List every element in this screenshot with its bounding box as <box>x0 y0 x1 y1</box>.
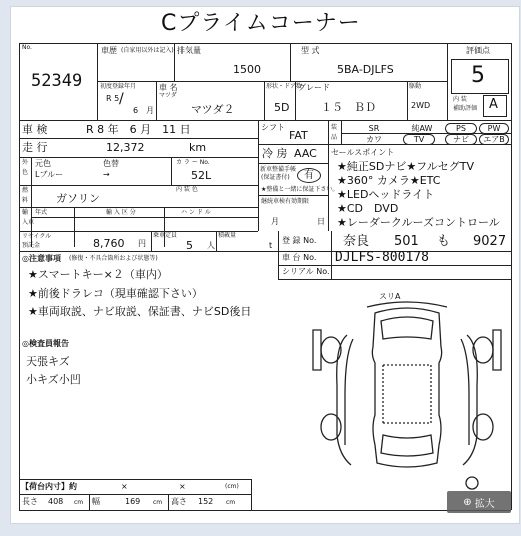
inspector-note-1: 天張キズ <box>26 355 70 368</box>
cargo-x1: × <box>121 482 128 491</box>
door-label: 形状・ドア数 <box>266 83 302 90</box>
manual-label-2: (保証書付) <box>261 174 290 181</box>
inspector-note-2: 小キズ小凹 <box>26 373 81 386</box>
color-label-2: 色 <box>22 169 29 176</box>
fuel-value: ガソリン <box>56 192 100 205</box>
history-sub: (自家用以外は記入) <box>121 47 174 54</box>
import-period-label: 輸 入 区 分 <box>106 209 136 216</box>
sales-point-1: ★純正SDナビ★フルセグTV <box>337 160 474 173</box>
first-reg-era: R 5 <box>106 94 120 103</box>
interior-grade: A <box>489 97 498 112</box>
reg-kana: も <box>437 234 451 249</box>
color-no-label: カ ラ ー No. <box>176 159 210 166</box>
notes-sub: (修復・不具合箇所および状態等) <box>69 255 158 262</box>
sales-points-label: セールスポイント <box>331 148 395 157</box>
recycle-amount: 8,760 <box>93 237 125 250</box>
sales-point-3: ★LEDヘッドライト <box>337 188 435 201</box>
sr-label: SR <box>368 124 380 133</box>
width-label: 幅 <box>92 497 100 506</box>
capacity-unit: 人 <box>207 241 215 250</box>
interior-color-label: 内 装 色 <box>176 186 198 193</box>
chassis-value: DJLFS-800178 <box>335 250 429 265</box>
model-value: 5BA-DJLFS <box>337 63 394 76</box>
length-label: 長さ <box>22 497 38 506</box>
manual-label-1: 新車整備手帳 <box>260 166 297 173</box>
import-label-1: 輸 <box>22 209 29 216</box>
length-value: 408 <box>48 497 64 506</box>
lot-number: 52349 <box>31 71 83 91</box>
reg-label: 登 録 No. <box>282 236 317 245</box>
width-value: 169 <box>125 497 141 506</box>
tv-label: TV <box>403 134 435 145</box>
serial-label: シリアル No. <box>282 267 330 276</box>
load-unit: t <box>269 241 273 250</box>
drive-label: 駆動 <box>409 83 422 90</box>
auction-sheet: Cプライムコーナー No. 52349 車歴 (自家用以外は記入) 排気量 1500 型 式 5BA-DJLFS 評価点 5 内 装 補助評価 A 初度登録年月 R 5 / 6 月 車 名 マツダ マツダ２ 形状・ドア数 5D グレード １５ ＢＤ 駆動 2WD 車 検 R 8 年 6 月 11 日 走 行 12,372 km 外 色 元色 色替 Lブルー → カ ラ ー No. 52L 内 装 色 燃 料 ガソリン 輸 入車 年式 輸 入 区 分 ハ ン ド ル シフト FAT 冷 房 AAC 新車整備手帳 (保証書付) 有 ★整備と一緒に保証下さい。 継続車検有効期限 月 日 装 品 SR 純AW PS PW カワ TV ナビ エアB セールスポイント ★純正SDナビ★フルセグTV ★360° カメラ★ETC ★LEDヘッドライト ★CD DVD ★レーダークルーズコントロール リサイクル 預託金 8,760 円 乗車定員 5 人 積載量 t 登 録 No. 奈良 501 も 9027 車 台 No. DJLFS-800178 シリアル No. ◎注意事項 (修復・不具合箇所および状態等) ★スマートキー×２（車内） ★前後ドラレコ（現車確認下さい） ★車両取説、ナビ取説、保証書、ナビSD後日 ◎検査員報告 天張キズ 小キズ小凹 スリA 【荷台内寸】約 × × (cm) 長さ 408 cm 幅 169 cm 高さ 152 cm ⊕ 拡大 <box>10 6 520 524</box>
expire-day: 日 <box>317 217 325 226</box>
navi-label: ナビ <box>445 134 477 145</box>
shaken-label: 車 検 <box>22 123 48 136</box>
width-unit: cm <box>153 499 163 506</box>
recycle-label-2: 預託金 <box>22 242 41 249</box>
pw-label: PW <box>479 123 509 134</box>
mileage-unit: km <box>189 141 207 154</box>
sales-point-5: ★レーダークルーズコントロール <box>337 216 500 229</box>
aw-label: 純AW <box>411 124 433 133</box>
equip-label-2: 品 <box>331 134 338 141</box>
cargo-label: 【荷台内寸】約 <box>21 482 77 491</box>
manual-note: ★整備と一緒に保証下さい。 <box>261 186 339 193</box>
first-reg-label: 初度登録年月 <box>100 83 137 90</box>
height-label: 高さ <box>171 497 187 506</box>
ac-value: AAC <box>294 147 317 160</box>
car-diagram <box>307 292 507 490</box>
carname-label: 車 名 <box>159 83 178 92</box>
cargo-unit: (cm) <box>225 483 239 490</box>
first-reg-month: 6 <box>133 106 139 115</box>
equip-label-1: 装 <box>331 124 338 131</box>
color-arrow: → <box>103 170 110 179</box>
fuel-label-1: 燃 <box>22 187 29 194</box>
capacity-label: 乗車定員 <box>153 232 178 239</box>
mileage-label: 走 行 <box>22 141 48 154</box>
airbag-label: エアB <box>479 134 509 145</box>
recycle-yen: 円 <box>138 239 146 248</box>
note-1: ★スマートキー×２（車内） <box>28 268 168 281</box>
interior-label-2: 補助評価 <box>453 105 478 112</box>
reg-class: 501 <box>394 234 419 249</box>
displacement-value: 1500 <box>233 63 261 76</box>
carname-value: マツダ２ <box>191 103 235 116</box>
manual-value: 有 <box>297 168 321 183</box>
original-color-label: 元色 <box>35 159 51 168</box>
length-unit: cm <box>74 499 84 506</box>
load-label: 積載量 <box>218 232 237 239</box>
shaken-value: R 8 年 6 月 11 日 <box>86 123 191 136</box>
lot-label: No. <box>22 44 32 51</box>
evaluation-label: 評価点 <box>466 46 490 55</box>
grade-value: １５ ＢＤ <box>321 101 376 114</box>
year-label: 年式 <box>35 209 48 216</box>
height-unit: cm <box>226 499 236 506</box>
zoom-button[interactable] <box>447 491 511 513</box>
reg-number: 9027 <box>473 234 507 249</box>
handle-label: ハ ン ド ル <box>181 209 211 216</box>
shift-label: シフト <box>261 123 285 132</box>
color-change-label: 色替 <box>103 159 119 168</box>
color-no: 52L <box>191 169 212 182</box>
diagram-annotation: スリA <box>379 292 401 301</box>
zoom-label: 拡大 <box>474 498 495 510</box>
mileage-value: 12,372 <box>106 141 145 154</box>
expire-month: 月 <box>271 217 279 226</box>
score-value: 5 <box>471 63 485 88</box>
height-value: 152 <box>198 497 214 506</box>
ac-label: 冷 房 <box>262 147 288 160</box>
grade-label: グレード <box>298 83 330 92</box>
drive-value: 2WD <box>411 101 431 110</box>
color-label-1: 外 <box>22 159 29 166</box>
history-label: 車歴 <box>101 46 117 55</box>
inspector-label: ◎検査員報告 <box>22 339 69 348</box>
ps-label: PS <box>445 123 477 134</box>
displacement-label: 排気量 <box>177 46 201 55</box>
sales-point-2: ★360° カメラ★ETC <box>337 174 441 187</box>
chassis-label: 車 台 No. <box>282 253 317 262</box>
zoom-in-icon: ⊕ <box>463 496 472 508</box>
import-label-2: 入車 <box>22 219 35 226</box>
note-3: ★車両取説、ナビ取説、保証書、ナビSD後日 <box>28 305 252 318</box>
fuel-label-2: 料 <box>22 197 29 204</box>
door-value: 5D <box>274 101 290 114</box>
cargo-x2: × <box>179 482 186 491</box>
exterior-color: Lブルー <box>35 170 64 179</box>
leather-label: カワ <box>366 135 382 144</box>
shift-value: FAT <box>289 129 308 142</box>
capacity-value: 5 <box>186 239 193 252</box>
sales-point-4: ★CD DVD <box>337 202 399 215</box>
first-reg-month-unit: 月 <box>146 106 154 115</box>
note-2: ★前後ドラレコ（現車確認下さい） <box>28 287 203 300</box>
carname-sub: マツダ <box>159 92 177 99</box>
interior-label-1: 内 装 <box>453 96 467 103</box>
reg-region: 奈良 <box>343 234 370 249</box>
recycle-label-1: リサイクル <box>22 233 52 240</box>
notes-label: ◎注意事項 <box>22 254 61 263</box>
expire-label: 継続車検有効期限 <box>261 198 310 205</box>
sheet-title: Cプライムコーナー <box>161 11 361 36</box>
model-label: 型 式 <box>301 46 320 55</box>
